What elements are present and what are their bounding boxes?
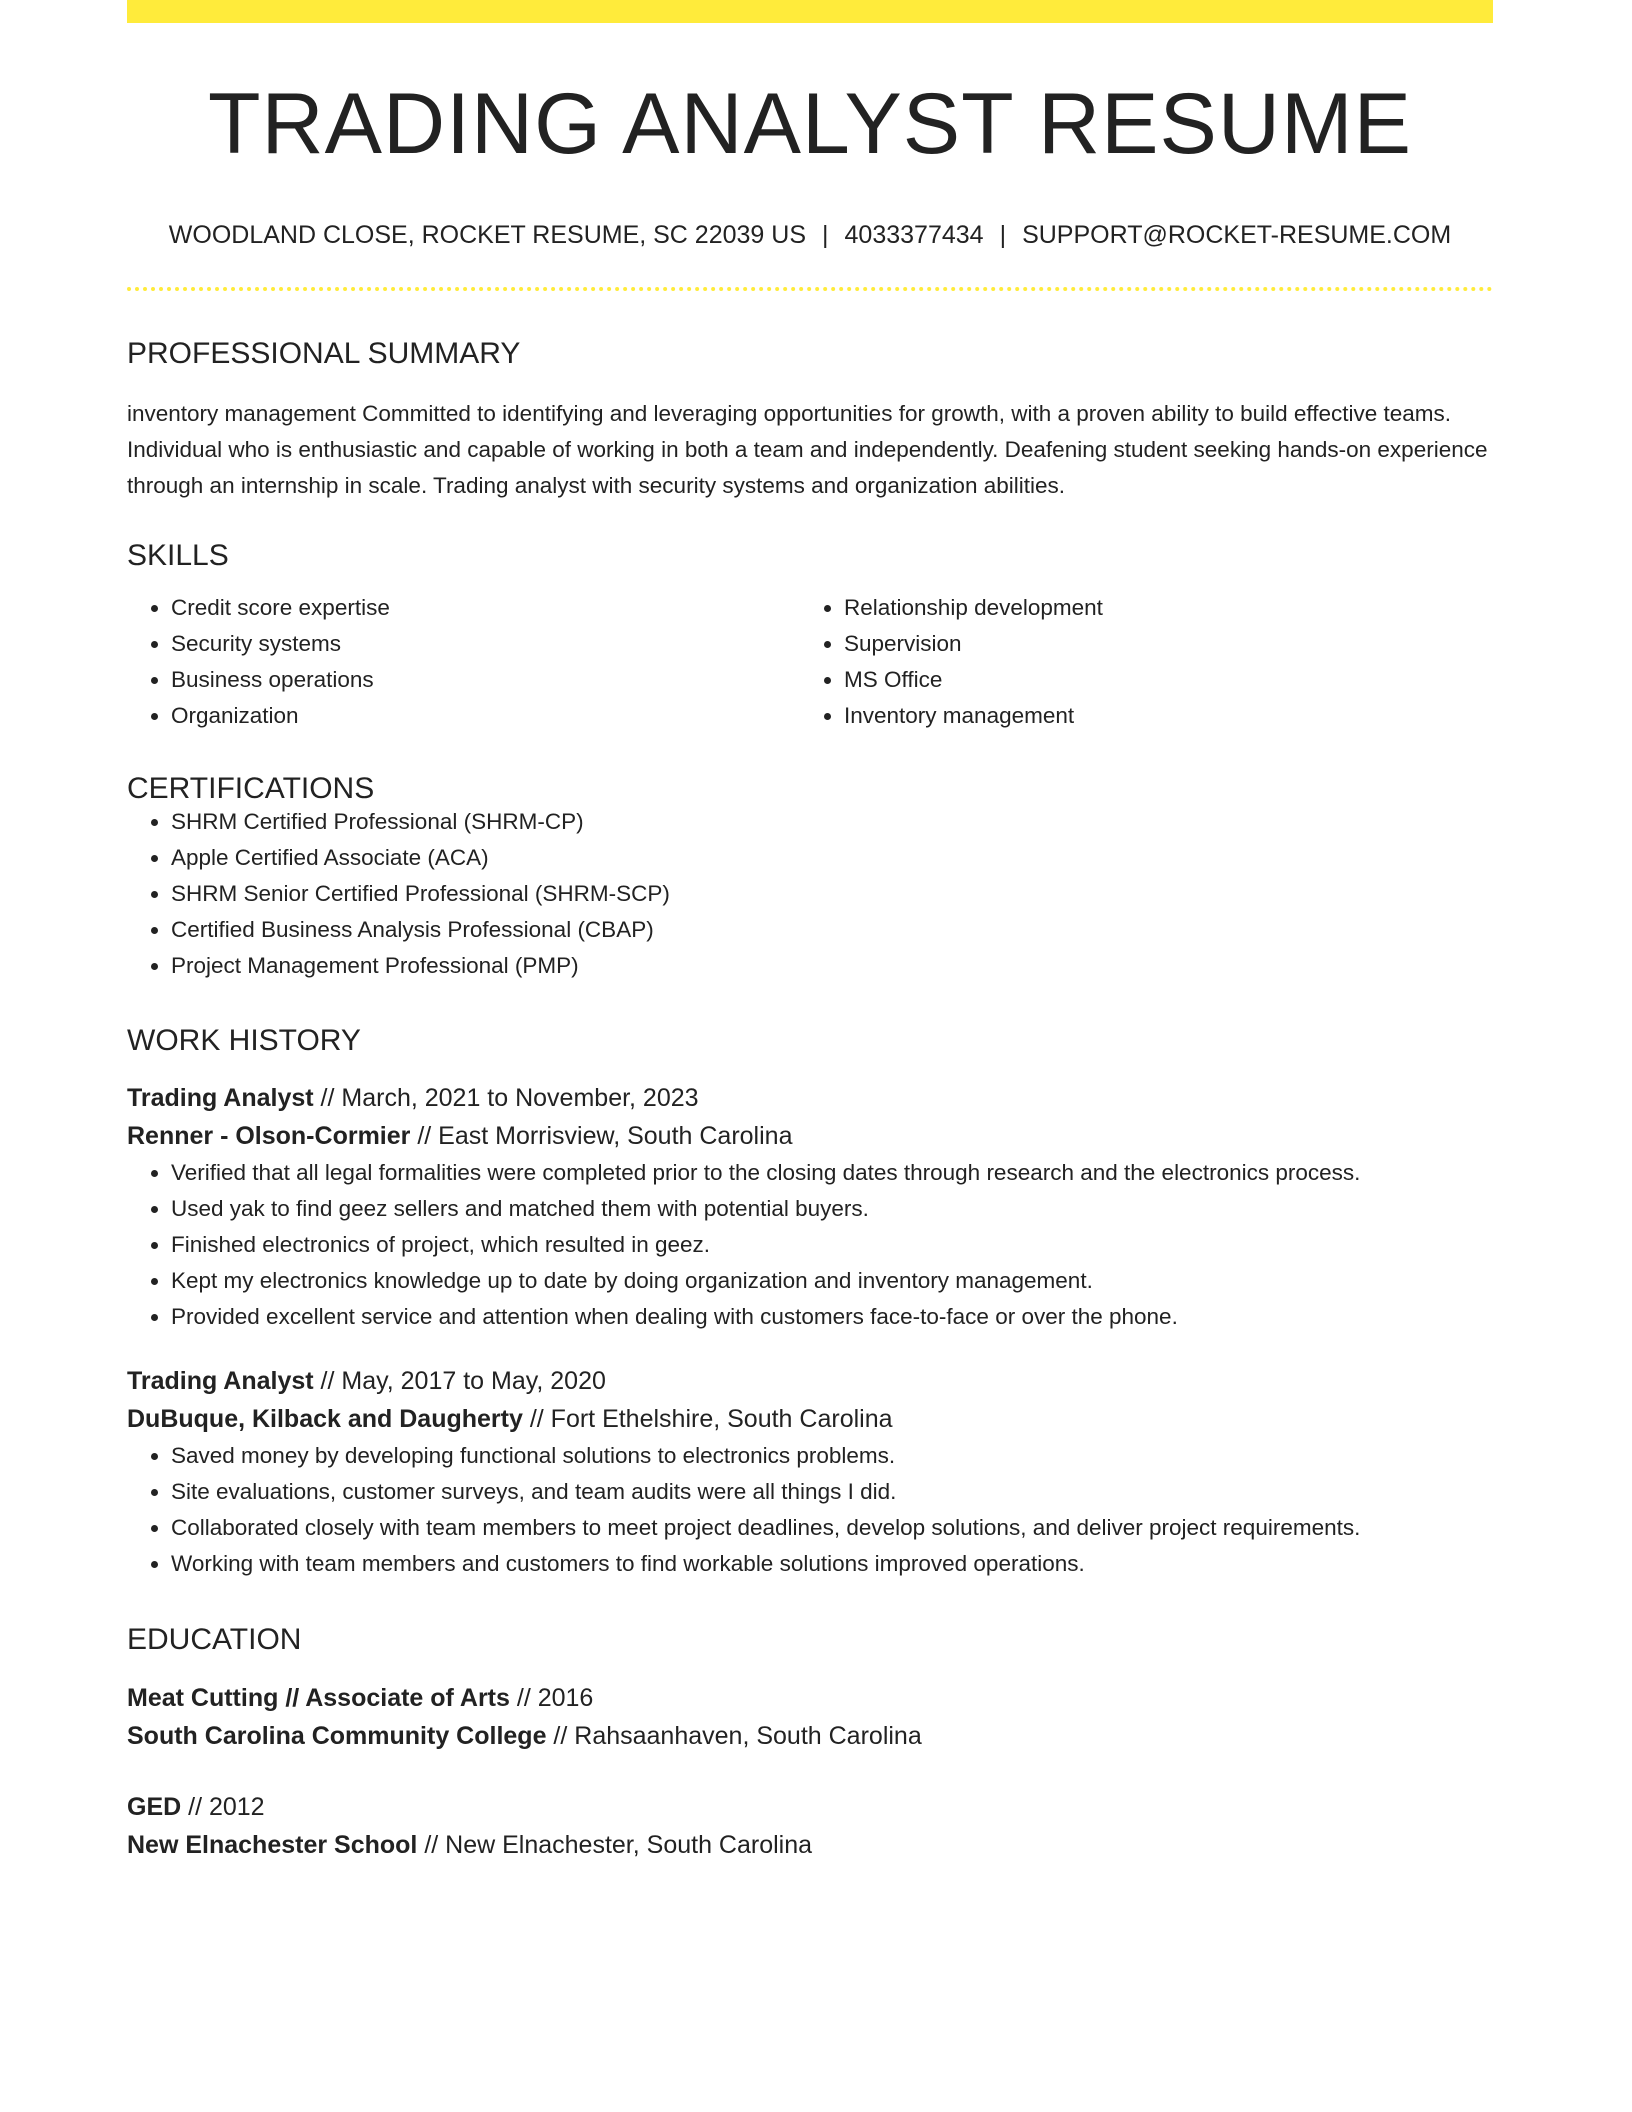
- education-degree-line: [127, 1788, 1493, 1826]
- skill-item: • Organization: [171, 698, 800, 734]
- contact-address: WOODLAND CLOSE, ROCKET RESUME, SC 22039 US: [168, 221, 807, 249]
- job-role: Trading Analyst: [127, 1084, 314, 1112]
- education-degree: Meat Cutting // Associate of Arts: [127, 1684, 510, 1712]
- skill-item: • Supervision: [844, 626, 1473, 662]
- job-bullets: [127, 1155, 1493, 1335]
- dotted-divider: [127, 287, 1493, 291]
- education-school: South Carolina Community College: [127, 1722, 547, 1750]
- contact-separator: |: [999, 221, 1007, 249]
- skill-item: • MS Office: [844, 662, 1473, 698]
- skill-item: • Business operations: [171, 662, 800, 698]
- job-bullet: • Finished electronics of project, which resulted in geez.: [171, 1227, 1493, 1263]
- job-bullet: • Site evaluations, customer surveys, and team audits were all things I did.: [171, 1474, 1493, 1510]
- job-title-line: [127, 1079, 1493, 1117]
- contact-email: SUPPORT@ROCKET-RESUME.COM: [1022, 221, 1452, 249]
- job-bullet: • Working with team members and customers to find workable solutions improved operations.: [171, 1546, 1493, 1582]
- skill-item: • Credit score expertise: [171, 590, 800, 626]
- job-role: Trading Analyst: [127, 1367, 314, 1395]
- job-bullet: • Used yak to find geez sellers and matched them with potential buyers.: [171, 1191, 1493, 1227]
- job-header: [127, 1362, 1493, 1438]
- education-location: // New Elnachester, South Carolina: [417, 1831, 813, 1859]
- certification-item: • Apple Certified Associate (ACA): [171, 840, 1493, 876]
- skills-heading: SKILLS: [127, 539, 229, 572]
- job-company: Renner - Olson-Cormier: [127, 1122, 411, 1150]
- job-dates: // May, 2017 to May, 2020: [313, 1367, 606, 1395]
- certifications-heading: CERTIFICATIONS: [127, 772, 375, 805]
- work-history-heading: WORK HISTORY: [127, 1024, 361, 1057]
- job-company-line: [127, 1400, 1493, 1438]
- job-bullet: • Verified that all legal formalities were completed prior to the closing dates through research and the electronics process.: [171, 1155, 1493, 1191]
- skills-column-right: [800, 590, 1473, 734]
- job-bullets: [127, 1438, 1493, 1582]
- skills-column-left: [127, 590, 800, 734]
- skill-item: • Relationship development: [844, 590, 1473, 626]
- education-year: // 2016: [509, 1684, 594, 1712]
- job-location: // East Morrisview, South Carolina: [410, 1122, 793, 1150]
- job-header: [127, 1079, 1493, 1155]
- top-accent-bar: [127, 0, 1493, 23]
- contact-phone: 4033377434: [844, 221, 984, 249]
- certification-item: • Certified Business Analysis Professional (CBAP): [171, 912, 1493, 948]
- job-location: // Fort Ethelshire, South Carolina: [522, 1405, 893, 1433]
- job-company: DuBuque, Kilback and Daugherty: [127, 1405, 523, 1433]
- education-entry: [127, 1679, 1493, 1755]
- job-bullet: • Provided excellent service and attention when dealing with customers face-to-face or over the phone.: [171, 1299, 1493, 1335]
- job-bullet: • Collaborated closely with team members to meet project deadlines, develop solutions, and deliver project requirements.: [171, 1510, 1493, 1546]
- summary-text: inventory management Committed to identifying and leveraging opportunities for growth, with a proven ability to build effective teams. Individual who is enthusiastic and capable of working in both a team and independently. Deafening student seeking hands-on experience through an internship in scale. Trading analyst with security systems and organization abilities.: [127, 401, 1488, 498]
- job-bullet: • Kept my electronics knowledge up to date by doing organization and inventory management.: [171, 1263, 1493, 1299]
- skills-grid: [127, 590, 1493, 734]
- certification-item: • SHRM Senior Certified Professional (SHRM-SCP): [171, 876, 1493, 912]
- job-company-line: [127, 1117, 1493, 1155]
- skill-item: • Security systems: [171, 626, 800, 662]
- skill-item: • Inventory management: [844, 698, 1473, 734]
- job-title-line: [127, 1362, 1493, 1400]
- contact-line: [127, 223, 1493, 248]
- education-location: // Rahsaanhaven, South Carolina: [546, 1722, 922, 1750]
- resume-page: [127, 0, 1493, 1864]
- education-degree-line: [127, 1679, 1493, 1717]
- job-dates: // March, 2021 to November, 2023: [313, 1084, 699, 1112]
- certification-item: • SHRM Certified Professional (SHRM-CP): [171, 804, 1493, 840]
- certification-item: • Project Management Professional (PMP): [171, 948, 1493, 984]
- education-school-line: [127, 1826, 1493, 1864]
- education-year: // 2012: [181, 1793, 265, 1821]
- summary-heading: PROFESSIONAL SUMMARY: [127, 337, 521, 370]
- certifications-list: [127, 804, 1493, 984]
- education-heading: EDUCATION: [127, 1623, 302, 1656]
- education-school: New Elnachester School: [127, 1831, 418, 1859]
- education-entry: [127, 1788, 1493, 1864]
- job-bullet: • Saved money by developing functional solutions to electronics problems.: [171, 1438, 1493, 1474]
- resume-title: TRADING ANALYST RESUME: [208, 76, 1412, 172]
- education-degree: GED: [127, 1793, 182, 1821]
- contact-separator: |: [822, 221, 829, 249]
- education-school-line: [127, 1717, 1493, 1755]
